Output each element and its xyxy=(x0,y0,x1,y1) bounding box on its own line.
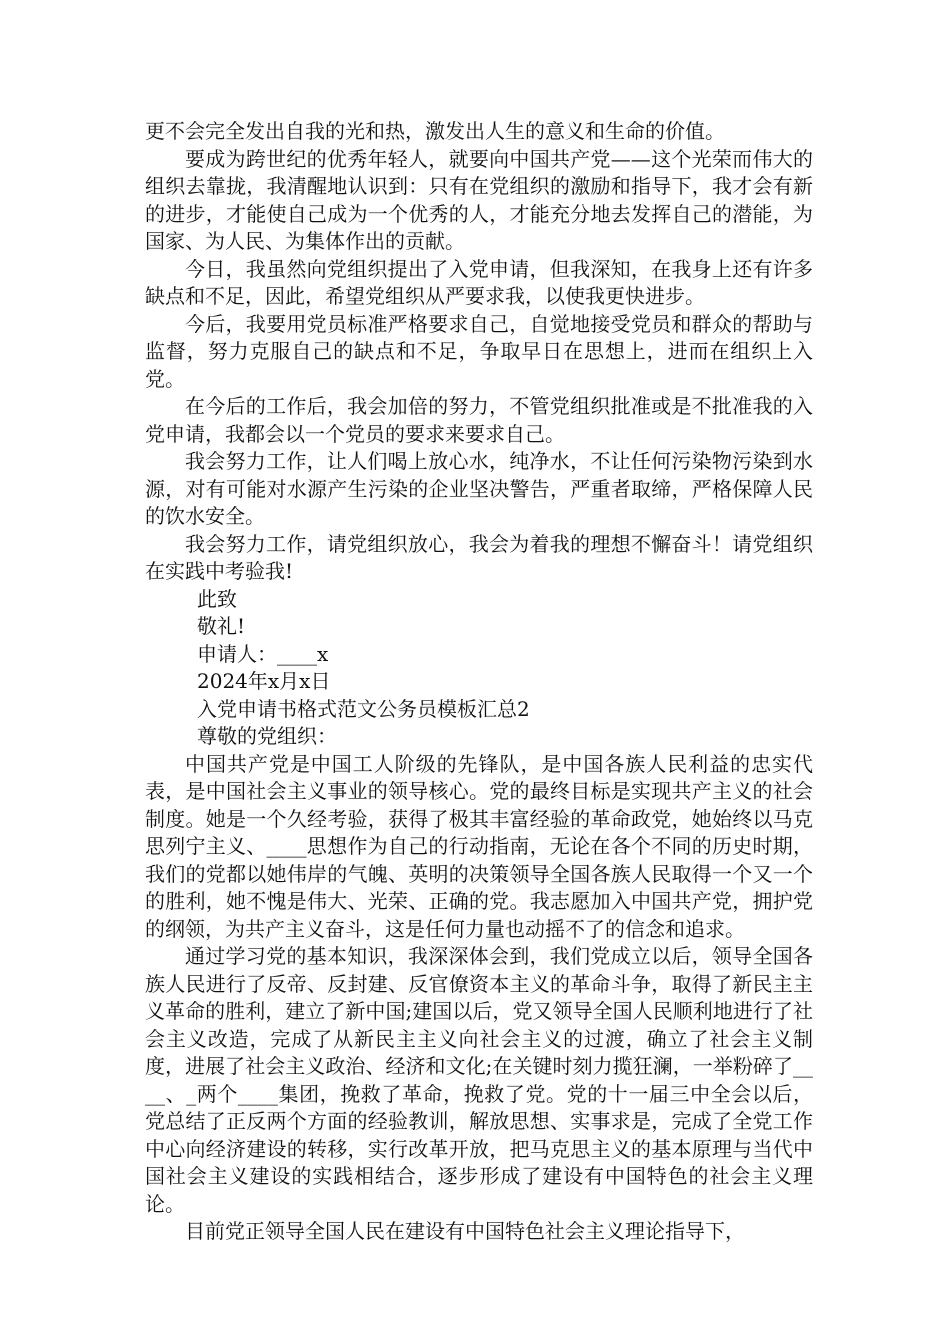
section-title: 入党申请书格式范文公务员模板汇总2 xyxy=(197,696,530,721)
paragraph-current: 目前党正领导全国人民在建设有中国特色社会主义理论指导下， xyxy=(185,1219,745,1243)
paragraph-today: 今日，我虽然向党组织提出了入党申请，但我深知，在我身上还有许多缺点和不足，因此，希望党组织从严要求我，以使我更快进步。 xyxy=(145,256,813,308)
document-body xyxy=(145,118,813,1246)
applicant-line: 申请人：____x xyxy=(197,641,329,666)
paragraph-effort: 在今后的工作后，我会加倍的努力，不管党组织批准或是不批准我的入党申请，我都会以一个党员的要求来要求自己。 xyxy=(145,394,813,446)
paragraph-water: 我会努力工作，让人们喝上放心水，纯净水，不让任何污染物污染到水源，对有可能对水源产生污染的企业坚决警告，严重者取缔，严格保障人民的饮水安全。 xyxy=(145,449,813,528)
paragraph-party-history: 通过学习党的基本知识，我深深体会到，我们党成立以后，领导全国各族人民进行了反帝、反封建、反官僚资本主义的革命斗争，取得了新民主主义革命的胜利，建立了新中国;建国以后，党又领导全国人民顺利地进行了社会主义改造，完成了从新民主主义向社会主义的过渡，确立了社会主义制度，进展了社会主义政治、经济和文化;在关键时刻力揽狂澜，一举粉碎了____、_两个____集团，挽救了革命，挽救了党。党的十一届三中全会以后，党总结了正反两个方面的经验教训，解放思想、实事求是，完成了全党工作中心向经济建设的转移，实行改革开放，把马克思主义的基本原理与当代中国社会主义建设的实践相结合，逐步形成了建设有中国特色的社会主义理论。 xyxy=(145,944,813,1216)
date-line: 2024年x月x日 xyxy=(197,669,331,693)
paragraph-future: 今后，我要用党员标准严格要求自己，自觉地接受党员和群众的帮助与监督，努力克服自己的缺点和不足，争取早日在思想上，进而在组织上入党。 xyxy=(145,311,813,391)
paragraph-continuation: 更不会完全发出自我的光和热，激发出人生的意义和生命的价值。 xyxy=(145,119,725,143)
closing-salute: 此致 xyxy=(197,586,237,611)
greeting-line: 尊敬的党组织： xyxy=(197,724,337,748)
paragraph-party-intro: 中国共产党是中国工人阶级的先锋队，是中国各族人民利益的忠实代表，是中国社会主义事业的领导核心。党的最终目标是实现共产主义的社会制度。她是一个久经考验，获得了极其丰富经验的革命政党，她始终以马克思列宁主义、____思想作为自己的行动指南，无论在各个不同的历史时期，我们的党都以她伟岸的气魄、英明的决策领导全国各族人民取得一个又一个的胜利，她不愧是伟大、光荣、正确的党。我志愿加入中国共产党，拥护党的纲领，为共产主义奋斗，这是任何力量也动摇不了的信念和追求。 xyxy=(145,751,813,941)
paragraph-join-party: 要成为跨世纪的优秀年轻人，就要向中国共产党——这个光荣而伟大的组织去靠拢，我清醒地认识到：只有在党组织的激励和指导下，我才会有新的进步，才能使自己成为一个优秀的人，才能充分地去发挥自己的潜能，为国家、为人民、为集体作出的贡献。 xyxy=(145,146,813,253)
paragraph-pledge: 我会努力工作，请党组织放心，我会为着我的理想不懈奋斗！请党组织在实践中考验我! xyxy=(145,531,813,583)
closing-respect: 敬礼! xyxy=(197,614,246,638)
